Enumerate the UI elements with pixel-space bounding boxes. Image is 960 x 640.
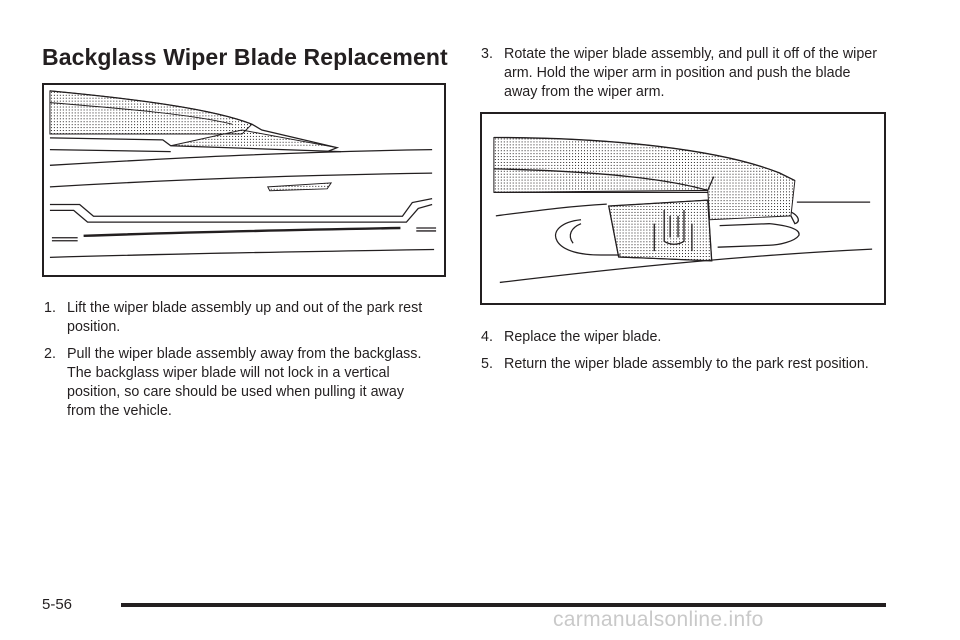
step-text: Rotate the wiper blade assembly, and pull it off of the wiper arm. Hold the wiper arm in position and push the blade away from the wiper arm. (504, 46, 877, 100)
watermark: carmanualsonline.info (553, 608, 764, 631)
list-item (481, 328, 881, 347)
list-item (44, 345, 436, 421)
steps-list-left (44, 299, 436, 429)
footer-divider (121, 603, 886, 607)
step-text: Replace the wiper blade. (504, 329, 662, 345)
page-number: 5-56 (42, 596, 73, 613)
step-number: 3. (481, 46, 493, 62)
step-text: Lift the wiper blade assembly up and out of the park rest position. (67, 300, 423, 335)
steps-list-right-bottom (481, 328, 881, 382)
list-item (44, 299, 436, 337)
step-number: 5. (481, 356, 493, 372)
page-title: Backglass Wiper Blade Replacement (42, 44, 448, 70)
wiper-blade-park-position-illustration (42, 83, 446, 277)
list-item (481, 45, 881, 102)
step-number: 2. (44, 346, 56, 362)
step-number: 4. (481, 329, 493, 345)
step-text: Return the wiper blade assembly to the park rest position. (504, 356, 869, 372)
step-text: Pull the wiper blade assembly away from the backglass. The backglass wiper blade will not lock in a vertical position, so care should be used when pulling it away from the vehicle. (67, 346, 422, 419)
step-number: 1. (44, 300, 56, 316)
steps-list-right-top (481, 45, 881, 110)
list-item (481, 355, 881, 374)
wiper-blade-removal-illustration (480, 112, 886, 305)
